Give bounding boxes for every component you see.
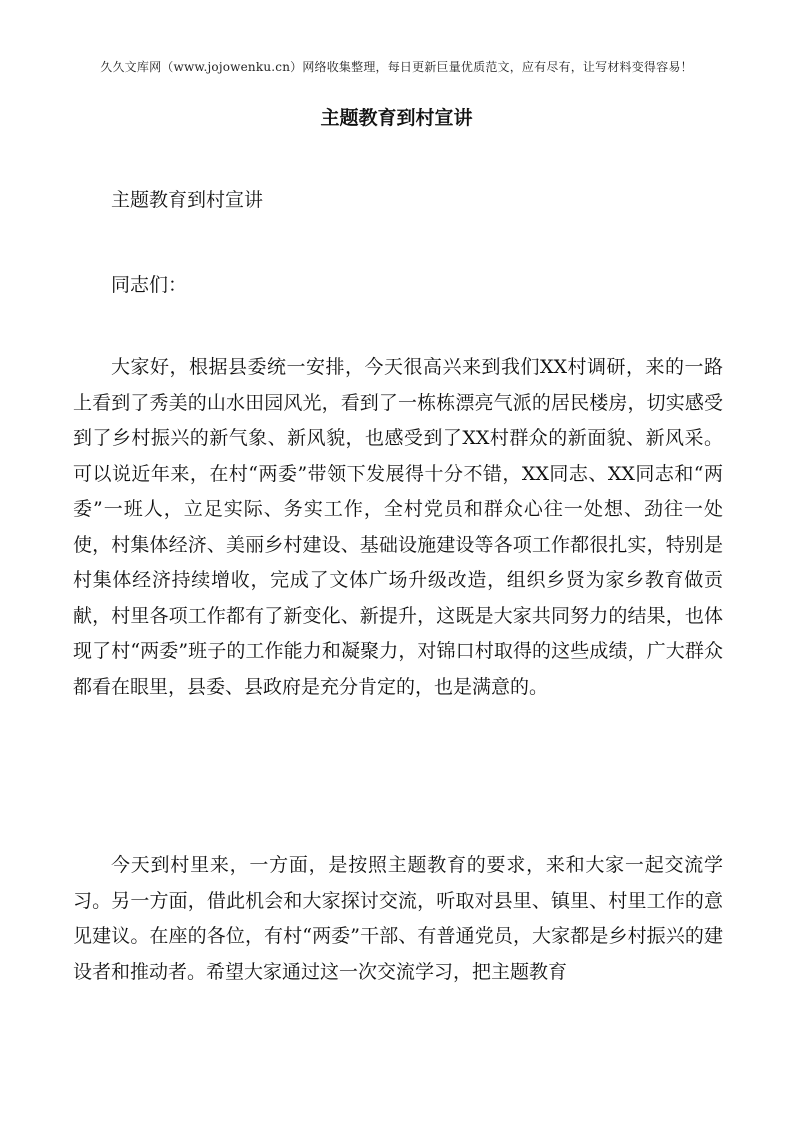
greeting-line: 同志们： <box>111 274 188 296</box>
document-title: 主题教育到村宣讲 <box>320 107 473 129</box>
header-banner: 久久文库网（www.jojowenku.cn）网络收集整理，每日更新巨量优质范文，应有尽有，让写材料变得容易！ <box>100 60 693 74</box>
document-subtitle: 主题教育到村宣讲 <box>111 189 264 211</box>
body-paragraph-1: 大家好，根据县委统一安排，今天很高兴来到我们XX村调研，来的一路上看到了秀美的山水田园风光，看到了一栋栋漂亮气派的居民楼房，切实感受到了乡村振兴的新气象、新风貌，也感受到了XX村群众的新面貌、新风采。可以说近年来，在村“两委”带领下发展得十分不错，XX同志、XX同志和“两委”一班人，立足实际、务实工作，全村党员和群众心往一处想、劲往一处使，村集体经济、美丽乡村建设、基础设施建设等各项工作都很扎实，特别是村集体经济持续增收，完成了文体广场升级改造，组织乡贤为家乡教育做贡献，村里各项工作都有了新变化、新提升，这既是大家共同努力的结果，也体现了村“两委”班子的工作能力和凝聚力，对锦口村取得的这些成绩，广大群众都看在眼里，县委、县政府是充分肯定的，也是满意的。 <box>73 356 723 698</box>
body-paragraph-2: 今天到村里来，一方面，是按照主题教育的要求，来和大家一起交流学习。另一方面，借此机会和大家探讨交流，听取对县里、镇里、村里工作的意见建议。在座的各位，有村“两委”干部、有普通党员，大家都是乡村振兴的建设者和推动者。希望大家通过这一次交流学习，把主题教育 <box>73 854 723 983</box>
